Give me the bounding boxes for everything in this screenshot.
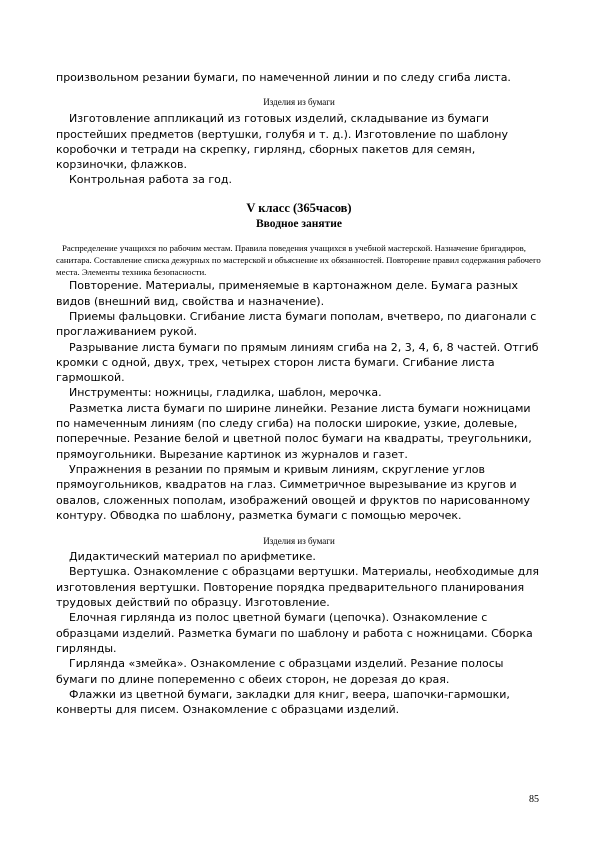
section-heading-1: Изделия из бумаги bbox=[263, 97, 335, 108]
document-page bbox=[56, 70, 542, 717]
intro-paragraph: Распределение учащихся по рабочим местам. Правила поведения учащихся в учебной мастерской. Назначение бригадиров, санитара. Составление списка дежурных по мастерской и объяснение их обязанностей. Повторение правил содержания рабочего места. Элементы техника безопасности. bbox=[56, 242, 541, 278]
section2-paragraph: Флажки из цветной бумаги, закладки для книг, веера, шапочки-гармошки, конверты для писем. Ознакомление с образцами изделий. bbox=[56, 687, 510, 717]
page-number: 85 bbox=[529, 794, 539, 805]
class-heading: V класс (365часов) bbox=[246, 200, 352, 215]
main-paragraph: Инструменты: ножницы, гладилка, шаблон, мерочка. bbox=[69, 386, 382, 400]
continuation-paragraph: произвольном резании бумаги, по намеченной линии и по следу сгиба листа. bbox=[56, 71, 511, 84]
main-paragraph: Разрывание листа бумаги по прямым линиям сгиба на 2, 3, 4, 6, 8 частей. Отгиб кромки с одной, двух, трех, четырех сторон листа бумаги. Сгибание листа гармошкой. bbox=[56, 340, 539, 385]
section1-paragraph: Контрольная работа за год. bbox=[69, 173, 232, 187]
section2-paragraph: Елочная гирлянда из полос цветной бумаги (цепочка). Ознакомление с образцами изделий. Разметка бумаги по шаблону и работа с ножницами. Сборка гирлянды. bbox=[56, 611, 533, 655]
main-paragraph: Приемы фальцовки. Сгибание листа бумаги пополам, вчетверо, по диагонали с проглаживанием рукой. bbox=[56, 309, 537, 339]
section2-paragraph: Гирлянда «змейка». Ознакомление с образцами изделий. Резание полосы бумаги по длине попеременно с обеих сторон, не дорезая до края. bbox=[56, 657, 504, 686]
section-heading-2: Изделия из бумаги bbox=[263, 536, 335, 547]
main-paragraph: Повторение. Материалы, применяемые в картонажном деле. Бумага разных видов (внешний вид, свойства и назначение). bbox=[56, 279, 518, 308]
section2-paragraph: Вертушка. Ознакомление с образцами вертушки. Материалы, необходимые для изготовления вертушки. Повторение порядка предварительного планирования трудовых действий по образцу. Изготовление. bbox=[56, 565, 539, 610]
section2-paragraph: Дидактический материал по арифметике. bbox=[69, 550, 316, 564]
main-paragraph: Упражнения в резании по прямым и кривым линиям, скругление углов прямоугольников, квадратов на глаз. Симметричное вырезывание из кругов и овалов, сложенных пополам, изображений овощей и фруктов по нарисованному контуру. Обводка по шаблону, разметка бумаги с помощью мерочек. bbox=[56, 462, 530, 522]
main-paragraph: Разметка листа бумаги по ширине линейки. Резание листа бумаги ножницами по намеченным линиям (по следу сгиба) на полоски широкие, узкие, долевые, поперечные. Резание белой и цветной полос бумаги на квадраты, треугольники, прямоугольники. Вырезание картинок из журналов и газет. bbox=[56, 401, 532, 461]
intro-heading: Вводное занятие bbox=[256, 217, 342, 230]
section1-paragraph: Изготовление аппликаций из готовых изделий, складывание из бумаги простейших предметов (вертушки, голубя и т. д.). Изготовление по шаблону коробочки и тетради на скрепку, гирлянд, сборных пакетов для семян, корзиночки, флажков. bbox=[56, 112, 508, 172]
